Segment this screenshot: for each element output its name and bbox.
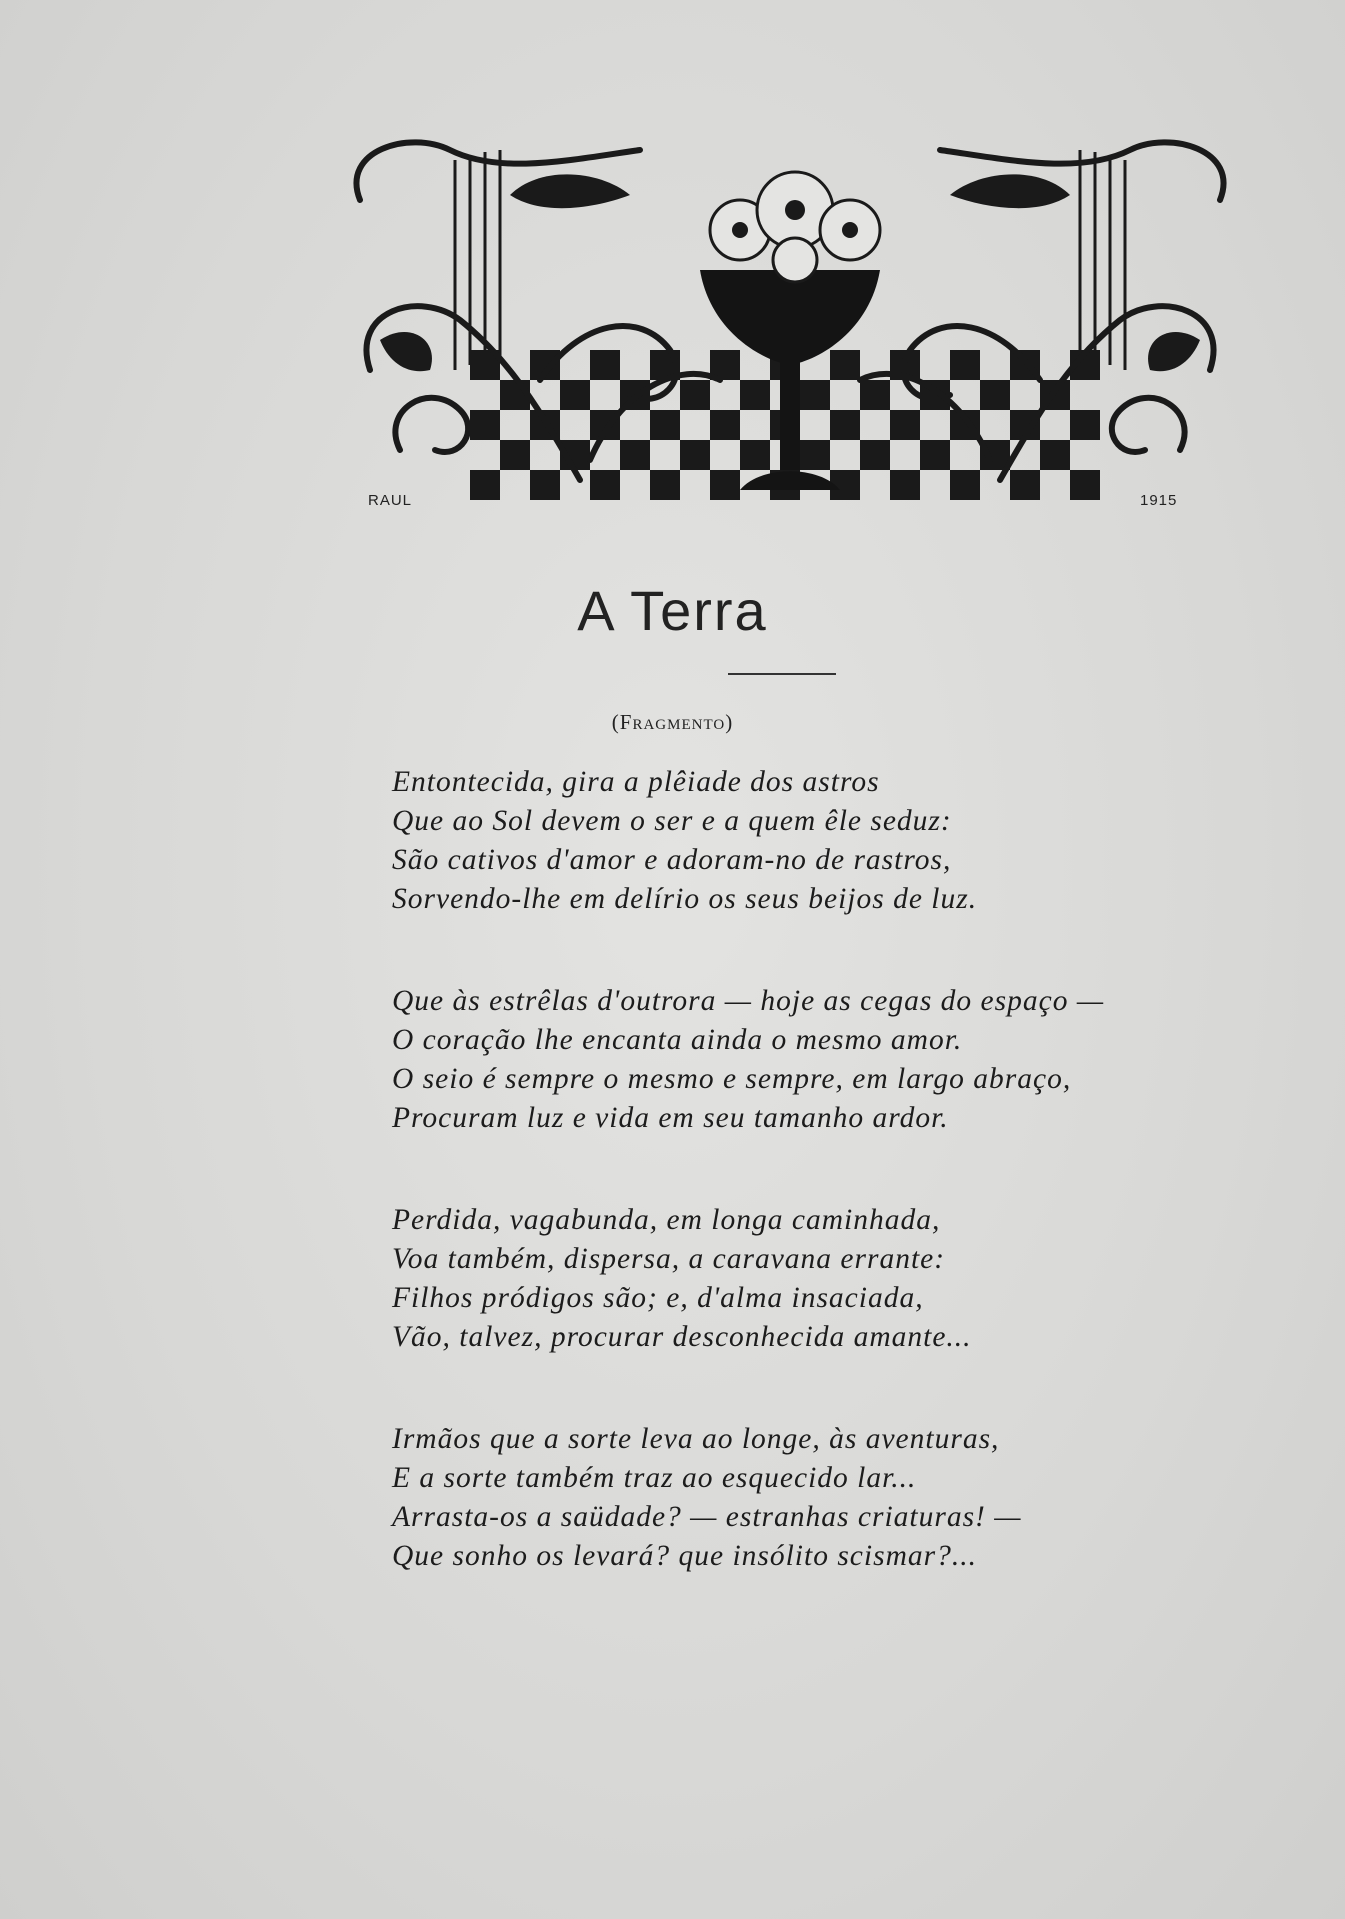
checker-square: [500, 440, 530, 470]
checker-square: [1070, 470, 1100, 500]
stanza: [392, 1420, 1212, 1576]
checker-square: [950, 470, 980, 500]
checker-square: [680, 440, 710, 470]
verse-line: Perdida, vagabunda, em longa caminhada,: [392, 1204, 941, 1236]
poem-title: A Terra: [577, 579, 768, 642]
verse-line: Arrasta-os a saüdade? — estranhas criaturas! —: [392, 1501, 1022, 1533]
artist-signature: RAUL: [368, 492, 413, 509]
stanza: [392, 1201, 1212, 1357]
verse-line: São cativos d'amor e adoram-no de rastros,: [392, 844, 952, 876]
checker-square: [530, 470, 560, 500]
checker-square: [470, 410, 500, 440]
illustration-year: 1915: [1140, 492, 1178, 509]
stanza: [392, 982, 1212, 1138]
checker-square: [710, 470, 740, 500]
checker-square: [710, 410, 740, 440]
checker-square: [950, 350, 980, 380]
checker-square: [860, 380, 890, 410]
verse-line: O coração lhe encanta ainda o mesmo amor.: [392, 1024, 963, 1056]
checker-square: [470, 470, 500, 500]
verse-line: Voa também, dispersa, a caravana errante:: [392, 1243, 946, 1275]
checker-square: [590, 350, 620, 380]
checker-square: [1040, 440, 1070, 470]
checker-square: [800, 380, 830, 410]
verse-line: Que ao Sol devem o ser e a quem êle seduz:: [392, 805, 952, 837]
checker-square: [650, 410, 680, 440]
verse-line: Procuram luz e vida em seu tamanho ardor.: [392, 1102, 949, 1134]
checker-square: [650, 470, 680, 500]
verse-line: Que sonho os levará? que insólito scismar?...: [392, 1540, 977, 1572]
poem-subtitle: (Fragmento): [611, 710, 734, 734]
checker-square: [680, 380, 710, 410]
verse-line: O seio é sempre o mesmo e sempre, em largo abraço,: [392, 1063, 1072, 1095]
checker-square: [590, 470, 620, 500]
checker-square: [920, 440, 950, 470]
checker-square: [830, 410, 860, 440]
verse-line: Irmãos que a sorte leva ao longe, às aventuras,: [392, 1423, 1000, 1455]
stanza: [392, 763, 1212, 919]
checker-square: [1070, 410, 1100, 440]
checker-square: [800, 440, 830, 470]
checker-square: [980, 380, 1010, 410]
verse-line: Que às estrêlas d'outrora — hoje as cegas do espaço —: [392, 985, 1105, 1017]
checker-square: [740, 440, 770, 470]
verse-line: E a sorte também traz ao esquecido lar...: [392, 1462, 917, 1494]
checker-square: [890, 410, 920, 440]
checker-square: [740, 380, 770, 410]
checker-square: [830, 350, 860, 380]
poem-body: [392, 763, 1212, 1639]
checker-square: [560, 380, 590, 410]
checker-square: [860, 440, 890, 470]
title-divider: [728, 673, 836, 675]
checker-square: [1010, 470, 1040, 500]
verse-line: Filhos pródigos são; e, d'alma insaciada,: [392, 1282, 924, 1314]
checker-square: [620, 440, 650, 470]
verse-line: Entontecida, gira a plêiade dos astros: [392, 766, 880, 798]
checker-square: [890, 470, 920, 500]
verse-line: Vão, talvez, procurar desconhecida amante...: [392, 1321, 972, 1353]
verse-line: Sorvendo-lhe em delírio os seus beijos de luz.: [392, 883, 978, 915]
decorative-vignette: [340, 120, 1240, 540]
